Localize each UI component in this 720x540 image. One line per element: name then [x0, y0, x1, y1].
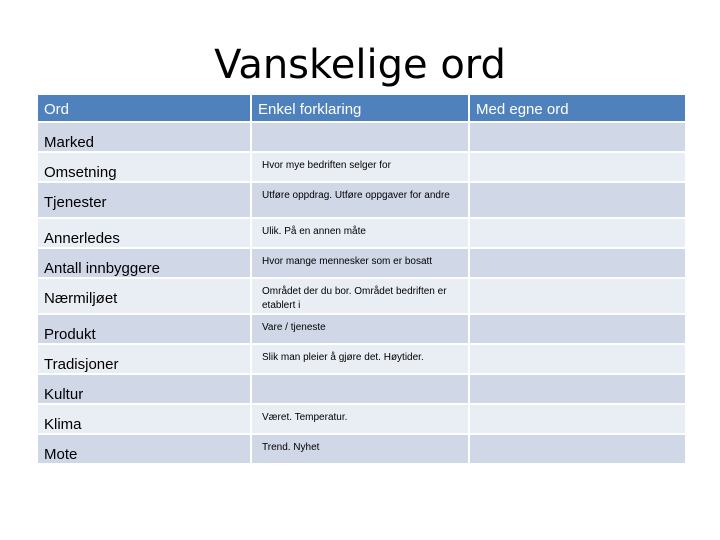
word-cell: Mote [38, 435, 252, 465]
own-words-cell[interactable] [470, 183, 685, 219]
explanation-cell: Vare / tjeneste [252, 315, 470, 345]
table-row [38, 345, 685, 375]
explanation-cell [252, 375, 470, 405]
table-row [38, 153, 685, 183]
word-cell: Annerledes [38, 219, 252, 249]
word-cell: Tradisjoner [38, 345, 252, 375]
column-header-explanation: Enkel forklaring [252, 95, 470, 123]
column-header-own-words: Med egne ord [470, 95, 685, 123]
own-words-cell[interactable] [470, 435, 685, 465]
explanation-cell: Området der du bor. Området bedriften er etablert i [252, 279, 470, 315]
table-row [38, 183, 685, 219]
explanation-cell: Hvor mye bedriften selger for [252, 153, 470, 183]
own-words-cell[interactable] [470, 123, 685, 153]
table-header-row [38, 95, 685, 123]
word-cell: Antall innbyggere [38, 249, 252, 279]
own-words-cell[interactable] [470, 153, 685, 183]
explanation-cell: Trend. Nyhet [252, 435, 470, 465]
own-words-cell[interactable] [470, 315, 685, 345]
own-words-cell[interactable] [470, 279, 685, 315]
table-row [38, 279, 685, 315]
word-cell: Tjenester [38, 183, 252, 219]
word-cell: Kultur [38, 375, 252, 405]
table-row [38, 405, 685, 435]
explanation-cell: Slik man pleier å gjøre det. Høytider. [252, 345, 470, 375]
explanation-cell: Utføre oppdrag. Utføre oppgaver for andre [252, 183, 470, 219]
table-row [38, 219, 685, 249]
own-words-cell[interactable] [470, 219, 685, 249]
own-words-cell[interactable] [470, 249, 685, 279]
vocabulary-table [38, 95, 685, 465]
table-row [38, 249, 685, 279]
own-words-cell[interactable] [470, 375, 685, 405]
explanation-cell: Været. Temperatur. [252, 405, 470, 435]
explanation-cell: Hvor mange mennesker som er bosatt [252, 249, 470, 279]
table-row [38, 315, 685, 345]
slide-title: Vanskelige ord [214, 42, 506, 88]
table-row [38, 375, 685, 405]
explanation-cell: Ulik. På en annen måte [252, 219, 470, 249]
word-cell: Klima [38, 405, 252, 435]
own-words-cell[interactable] [470, 405, 685, 435]
word-cell: Nærmiljøet [38, 279, 252, 315]
word-cell: Produkt [38, 315, 252, 345]
table-row [38, 435, 685, 465]
word-cell: Marked [38, 123, 252, 153]
column-header-word: Ord [38, 95, 252, 123]
word-cell: Omsetning [38, 153, 252, 183]
table-row [38, 123, 685, 153]
own-words-cell[interactable] [470, 345, 685, 375]
explanation-cell [252, 123, 470, 153]
